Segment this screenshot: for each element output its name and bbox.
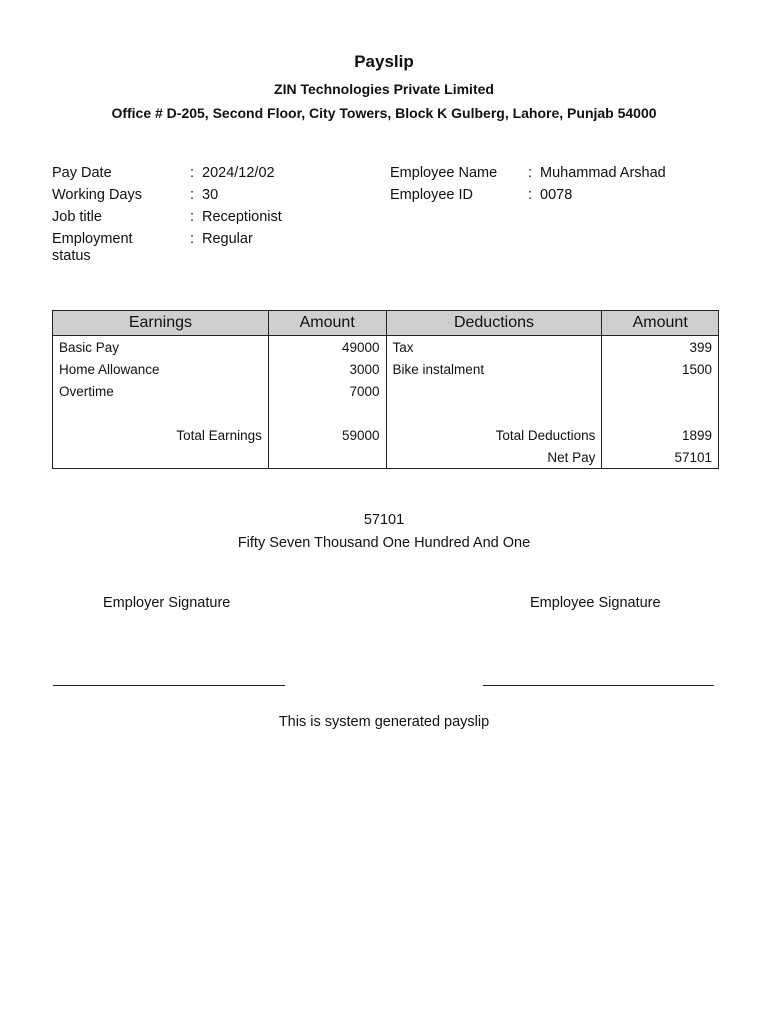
info-label: Employment status	[52, 231, 133, 264]
company-address: Office # D-205, Second Floor, City Towers, Block K Gulberg, Lahore, Punjab 54000	[111, 105, 657, 121]
info-row-job-title	[52, 209, 372, 226]
info-value: Receptionist	[202, 209, 282, 225]
net-pay-row	[53, 446, 719, 469]
net-pay-words: Fifty Seven Thousand One Hundred And One	[237, 535, 531, 551]
employee-signature-line	[483, 685, 714, 686]
employer-signature-label: Employer Signature	[103, 595, 231, 611]
employee-info-left	[52, 165, 372, 270]
page-title: Payslip	[354, 52, 414, 71]
total-earnings-label: Total Earnings	[53, 424, 269, 446]
header-earnings-amount: Amount	[268, 311, 386, 336]
table-spacer-row	[53, 402, 719, 424]
earning-label: Overtime	[53, 380, 269, 402]
employee-info-right	[390, 165, 730, 209]
total-deductions-value: 1899	[602, 424, 719, 446]
table-row	[53, 336, 719, 359]
info-row-employee-name	[390, 165, 730, 182]
empty-cell	[386, 402, 602, 424]
info-label: Job title	[52, 209, 102, 225]
deduction-amount: 1500	[602, 358, 719, 380]
info-colon: :	[190, 209, 195, 225]
empty-cell	[268, 402, 386, 424]
net-pay-label: Net Pay	[386, 446, 602, 469]
header-deductions: Deductions	[386, 311, 602, 336]
earnings-deductions-table	[52, 310, 719, 469]
net-pay-value: 57101	[602, 446, 719, 469]
deduction-amount: 399	[602, 336, 719, 359]
company-name: ZIN Technologies Private Limited	[274, 81, 494, 97]
earning-amount: 49000	[268, 336, 386, 359]
earning-label: Home Allowance	[53, 358, 269, 380]
totals-row	[53, 424, 719, 446]
info-colon: :	[190, 231, 195, 247]
info-label: Pay Date	[52, 165, 112, 181]
empty-cell	[602, 402, 719, 424]
info-row-employee-id	[390, 187, 730, 204]
info-label: Employee Name	[390, 165, 498, 181]
total-earnings-value: 59000	[268, 424, 386, 446]
total-deductions-label: Total Deductions	[386, 424, 602, 446]
earning-amount: 3000	[268, 358, 386, 380]
earning-label: Basic Pay	[53, 336, 269, 359]
info-value: 30	[202, 187, 219, 203]
net-pay-amount: 57101	[363, 512, 405, 528]
info-label: Working Days	[52, 187, 142, 203]
info-value: 0078	[540, 187, 573, 203]
info-colon: :	[190, 165, 195, 181]
empty-cell	[53, 402, 269, 424]
info-label: Employee ID	[390, 187, 474, 203]
deduction-label: Bike instalment	[386, 358, 602, 380]
info-row-pay-date	[52, 165, 372, 182]
info-colon: :	[528, 165, 533, 181]
info-value: Muhammad Arshad	[540, 165, 666, 181]
header-deductions-amount: Amount	[602, 311, 719, 336]
deduction-label: Tax	[386, 336, 602, 359]
header-earnings: Earnings	[53, 311, 269, 336]
empty-cell	[268, 446, 386, 469]
info-row-employment-status	[52, 231, 372, 265]
earning-amount: 7000	[268, 380, 386, 402]
info-row-working-days	[52, 187, 372, 204]
deduction-label	[386, 380, 602, 402]
employer-signature-line	[53, 685, 285, 686]
empty-cell	[53, 446, 269, 469]
info-value: Regular	[202, 231, 253, 247]
footer-note: This is system generated payslip	[278, 714, 490, 730]
table-row	[53, 358, 719, 380]
table-header-row	[53, 311, 719, 336]
employee-signature-label: Employee Signature	[530, 595, 661, 611]
table-row	[53, 380, 719, 402]
info-colon: :	[528, 187, 533, 203]
info-colon: :	[190, 187, 195, 203]
deduction-amount	[602, 380, 719, 402]
info-value: 2024/12/02	[202, 165, 275, 181]
